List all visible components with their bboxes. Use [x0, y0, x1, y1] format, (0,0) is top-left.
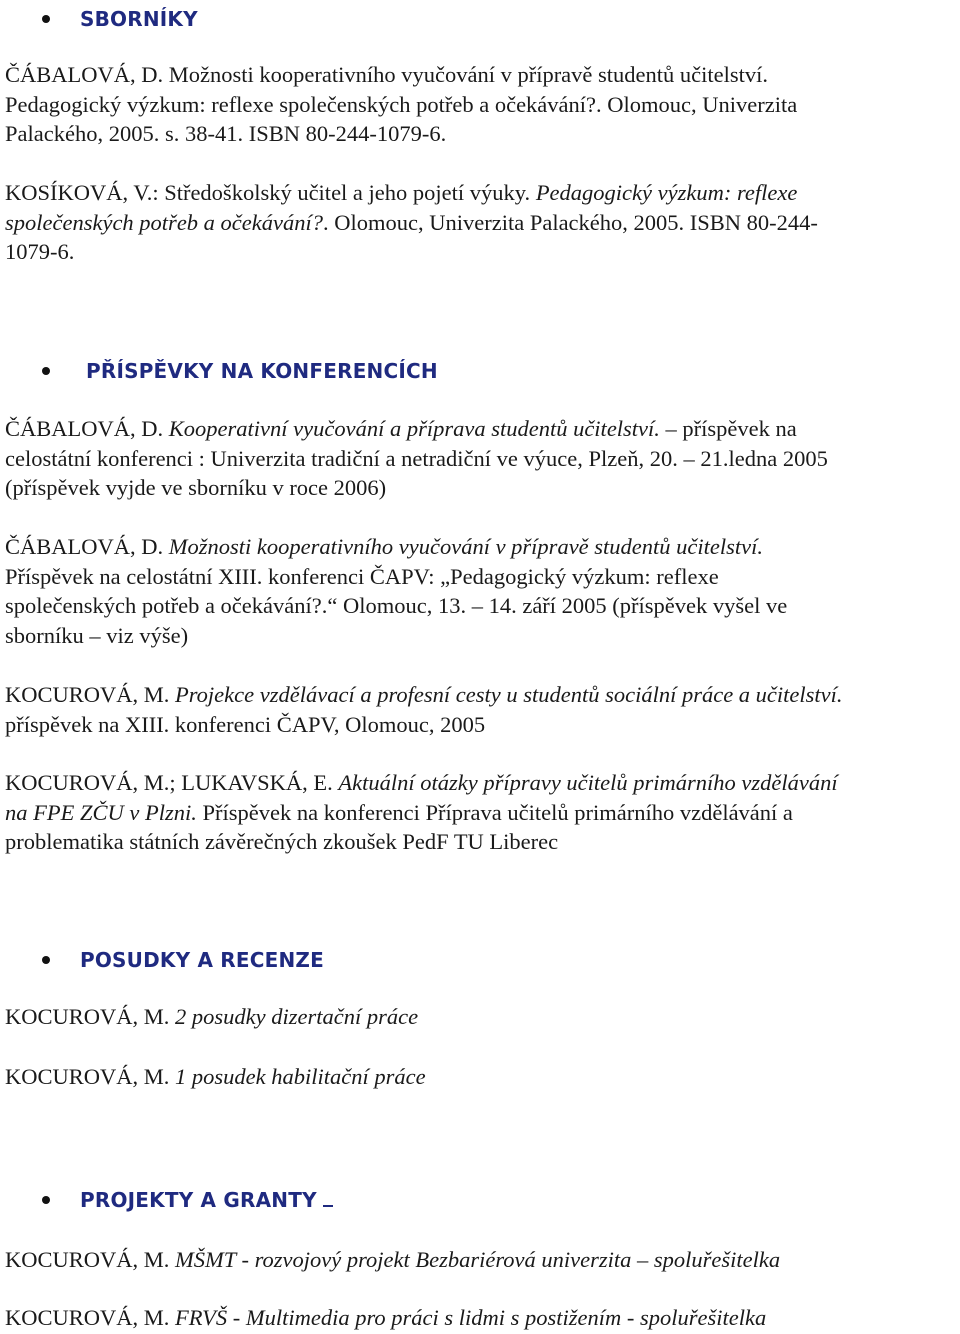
- entry-line: [5, 798, 957, 828]
- entry-line: sborníku – viz výše): [5, 622, 189, 648]
- entry-line: [5, 1002, 957, 1032]
- section-heading-label: POSUDKY A RECENZE: [80, 948, 324, 972]
- entry-detail: – příspěvek na: [659, 416, 797, 441]
- entry-detail: . Olomouc, Univerzita Palackého, 2005. ISBN 80-244-: [323, 209, 818, 235]
- entry-line: celostátní konferenci : Univerzita tradiční a netradiční ve výuce, Plzeň, 20. – 21.ledna 2005: [5, 445, 828, 471]
- reference-entry: [5, 532, 957, 650]
- entry-author: KOCUROVÁ, M.: [5, 682, 176, 707]
- reference-entry: [5, 178, 957, 267]
- entry-line: společenských potřeb a očekávání?.“ Olomouc, 13. – 14. září 2005 (příspěvek vyšel ve: [5, 593, 788, 618]
- entry-line: Pedagogický výzkum: reflexe společenských potřeb a očekávání?. Olomouc, Univerzita: [5, 91, 798, 117]
- section-heading-label: SBORNÍKY: [80, 7, 198, 31]
- reference-entry: [5, 60, 957, 149]
- reference-entry: [5, 1303, 957, 1333]
- entry-author: ČÁBALOVÁ, D.: [5, 534, 169, 559]
- trailing-underscore: [323, 1189, 333, 1207]
- entry-detail: Příspěvek na konferenci Příprava učitelů primárního vzdělávání a: [196, 799, 793, 825]
- reference-entry: [5, 1245, 957, 1275]
- reference-entry: [5, 414, 957, 503]
- entry-title: FRVŠ - Multimedia pro práci s lidmi s postižením - spoluřešitelka: [175, 1305, 767, 1330]
- entry-author: KOCUROVÁ, M.: [5, 1004, 176, 1029]
- entry-line: příspěvek na XIII. konferenci ČAPV, Olomouc, 2005: [5, 711, 486, 737]
- entry-line: 1079-6.: [5, 239, 75, 264]
- entry-line: Příspěvek na celostátní XIII. konferenci ČAPV: „Pedagogický výzkum: reflexe: [5, 563, 719, 589]
- reference-entry: [5, 1002, 957, 1032]
- entry-line: problematika státních závěrečných zkoušek PedF TU Liberec: [5, 829, 559, 854]
- entry-line: [5, 680, 957, 710]
- entry-title: 2 posudky dizertační práce: [175, 1004, 419, 1029]
- reference-entry: [5, 1062, 957, 1092]
- entry-line: [5, 1245, 957, 1275]
- entry-author: KOCUROVÁ, M.: [5, 1247, 176, 1272]
- bullet-icon: [42, 956, 50, 964]
- reference-entry: [5, 768, 957, 857]
- entry-line: [5, 414, 957, 444]
- entry-line: [5, 532, 957, 562]
- entry-author: KOCUROVÁ, M.; LUKAVSKÁ, E.: [5, 770, 339, 795]
- entry-author: ČÁBALOVÁ, D.: [5, 416, 169, 441]
- bullet-icon: [42, 1196, 50, 1204]
- bullet-icon: [42, 15, 50, 23]
- entry-line: Palackého, 2005. s. 38-41. ISBN 80-244-1079-6.: [5, 121, 447, 146]
- entry-line: (příspěvek vyjde ve sborníku v roce 2006): [5, 475, 387, 500]
- entry-line: [5, 208, 957, 238]
- entry-title: Kooperativní vyučování a příprava studentů učitelství.: [168, 416, 660, 441]
- bullet-icon: [42, 367, 50, 375]
- entry-line: ČÁBALOVÁ, D. Možnosti kooperativního vyučování v přípravě studentů učitelství.: [5, 62, 769, 87]
- entry-title: Aktuální otázky přípravy učitelů primárního vzdělávání: [338, 770, 838, 795]
- reference-entry: [5, 680, 957, 739]
- entry-title: 1 posudek habilitační práce: [175, 1064, 426, 1089]
- entry-title: Možnosti kooperativního vyučování v přípravě studentů učitelství.: [168, 534, 764, 559]
- entry-line: [5, 1062, 957, 1092]
- section-heading-text: PROJEKTY A GRANTY: [80, 1188, 317, 1212]
- entry-title: Projekce vzdělávací a profesní cesty u studentů sociální práce a učitelství.: [175, 682, 843, 707]
- section-heading-label: [80, 1188, 333, 1212]
- entry-author: KOCUROVÁ, M.: [5, 1305, 176, 1330]
- entry-line: [5, 178, 957, 208]
- entry-line: [5, 768, 957, 798]
- entry-title: na FPE ZČU v Plzni.: [5, 799, 197, 825]
- entry-title: společenských potřeb a očekávání?: [5, 209, 323, 235]
- section-heading-label: PŘÍSPĚVKY NA KONFERENCÍCH: [86, 359, 438, 383]
- entry-author: KOSÍKOVÁ, V.: Středoškolský učitel a jeho pojetí výuky.: [5, 180, 536, 205]
- entry-line: [5, 1303, 957, 1333]
- entry-author: KOCUROVÁ, M.: [5, 1064, 176, 1089]
- entry-title: MŠMT - rozvojový projekt Bezbariérová univerzita – spoluřešitelka: [175, 1247, 781, 1272]
- entry-title: Pedagogický výzkum: reflexe: [535, 180, 798, 205]
